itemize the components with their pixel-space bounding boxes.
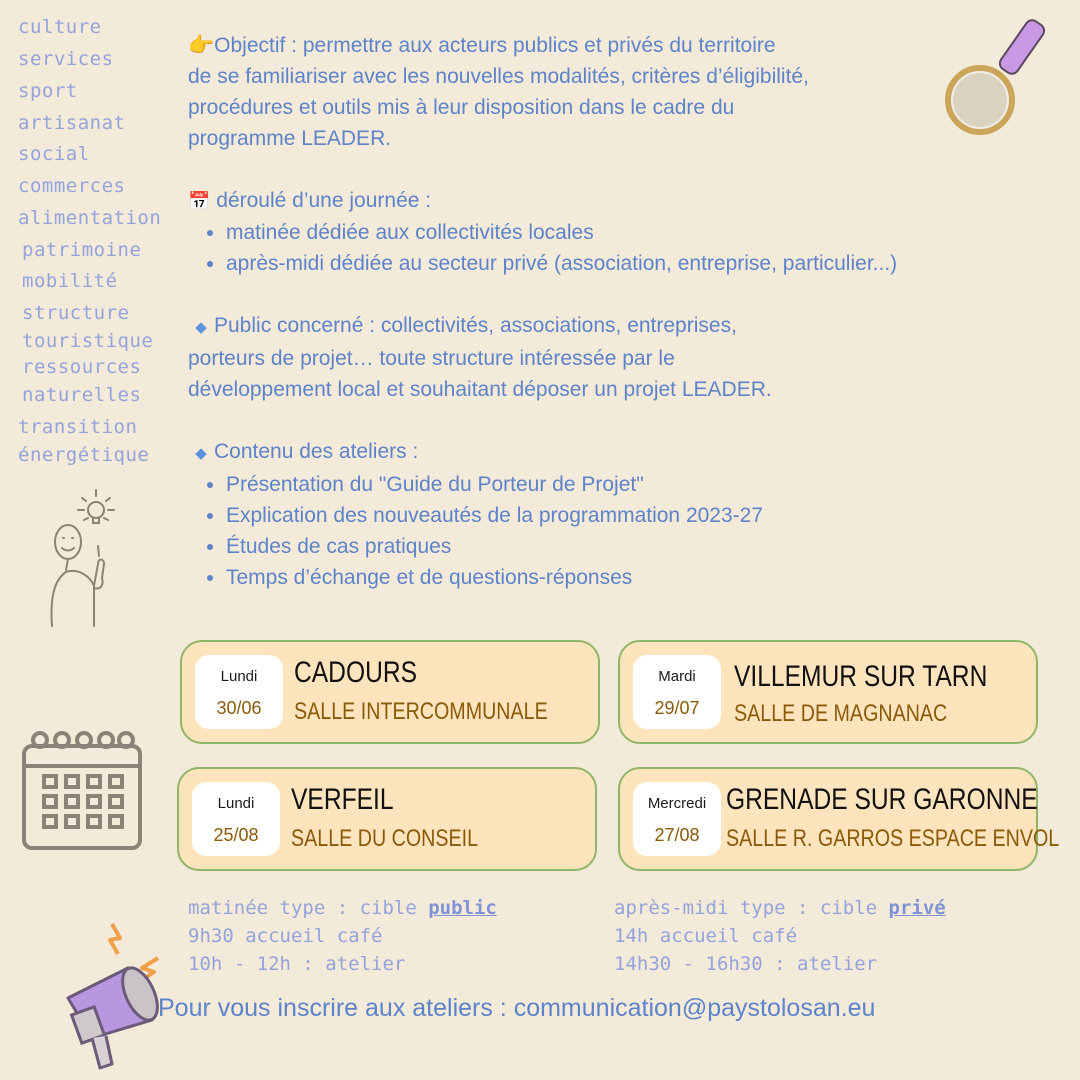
event-date: 29/07 [654, 698, 700, 718]
blue-diamond-icon: ◆ [195, 445, 207, 462]
event-date-box [633, 655, 721, 729]
event-city: CADOURS [294, 656, 418, 689]
event-city: VILLEMUR SUR TARN [734, 660, 988, 693]
event-venue: SALLE DU CONSEIL [291, 825, 479, 852]
event-day: Mardi [658, 668, 696, 685]
objective-line: procédures et outils mis à leur disposition dans le cadre du [188, 96, 735, 119]
schedule-line: 14h accueil café [614, 925, 798, 947]
objective-line: Objectif : permettre aux acteurs publics et privés du territoire [214, 34, 776, 57]
event-venue: SALLE R. GARROS ESPACE ENVOL [726, 825, 1060, 852]
schedule-line: 14h30 - 16h30 : atelier [614, 953, 878, 975]
event-venue: SALLE DE MAGNANAC [734, 700, 948, 727]
event-date: 30/06 [216, 698, 262, 718]
event-city: GRENADE SUR GARONNE [726, 783, 1038, 816]
theme-item: mobilité [22, 270, 118, 292]
objective-line: programme LEADER. [188, 127, 392, 150]
event-day: Lundi [220, 668, 258, 685]
theme-item: culture [18, 16, 102, 38]
pointing-hand-icon: 👉 [188, 34, 215, 57]
event-date-box [633, 782, 721, 856]
theme-item: touristique [22, 330, 154, 352]
event-venue: SALLE INTERCOMMUNALE [294, 698, 548, 725]
event-day: Mercredi [647, 795, 707, 812]
day-title: déroulé d’une journée : [216, 189, 432, 212]
theme-item: alimentation [18, 207, 162, 229]
schedule-title: après-midi type : cible [614, 897, 889, 919]
theme-item: ressources [22, 356, 142, 378]
person-idea-icon [44, 486, 116, 628]
theme-item: transition [18, 416, 138, 438]
morning-schedule [188, 894, 497, 978]
theme-item: commerces [18, 175, 126, 197]
calendar-icon: 📅 [188, 191, 211, 211]
calendar-large-icon [20, 728, 144, 852]
objective-line: de se familiariser avec les nouvelles modalités, critères d’éligibilité, [188, 65, 809, 88]
schedule-line: 10h - 12h : atelier [188, 953, 406, 975]
afternoon-schedule [614, 894, 946, 978]
signup-footer: Pour vous inscrire aux ateliers : communication@paystolosan.eu [158, 994, 876, 1022]
main-content [188, 30, 978, 593]
public-line: porteurs de projet… toute structure intéressée par le [188, 347, 675, 370]
schedule-line: 9h30 accueil café [188, 925, 383, 947]
day-item: • matinée dédiée aux collectivités locales [226, 217, 978, 248]
event-date: 27/08 [654, 825, 700, 845]
schedule-title: matinée type : cible [188, 897, 429, 919]
theme-item: patrimoine [22, 239, 142, 261]
event-card-grenade [618, 767, 1060, 871]
objective-section [188, 30, 978, 154]
content-item: • Études de cas pratiques [226, 531, 978, 562]
content-item: • Temps d’échange et de questions-réponses [226, 562, 978, 593]
day-section [188, 185, 978, 279]
content-title: Contenu des ateliers : [214, 440, 419, 463]
event-day: Lundi [217, 795, 255, 812]
theme-item: sport [18, 80, 78, 102]
public-line: Public concerné : collectivités, associations, entreprises, [214, 314, 737, 337]
blue-diamond-icon: ◆ [195, 319, 207, 336]
event-date: 25/08 [213, 825, 259, 845]
day-item: • après-midi dédiée au secteur privé (association, entreprise, particulier...) [226, 248, 926, 279]
public-section [188, 310, 978, 405]
schedule-target: privé [888, 897, 946, 919]
public-line: développement local et souhaitant déposer un projet LEADER. [188, 378, 772, 401]
event-card-villemur [618, 640, 1038, 744]
theme-item: social [18, 143, 90, 165]
theme-item: services [18, 48, 114, 70]
event-city: VERFEIL [291, 783, 394, 816]
content-item: • Présentation du "Guide du Porteur de Projet" [226, 469, 978, 500]
theme-item: naturelles [22, 384, 142, 406]
event-card-cadours [180, 640, 600, 744]
schedule-target: public [428, 897, 497, 919]
theme-item: énergétique [18, 444, 150, 466]
content-item: • Explication des nouveautés de la programmation 2023-27 [226, 500, 978, 531]
event-card-verfeil [177, 767, 597, 871]
event-date-box [192, 782, 280, 856]
content-section [188, 436, 978, 593]
event-date-box [195, 655, 283, 729]
theme-item: structure [22, 302, 130, 324]
theme-item: artisanat [18, 112, 126, 134]
